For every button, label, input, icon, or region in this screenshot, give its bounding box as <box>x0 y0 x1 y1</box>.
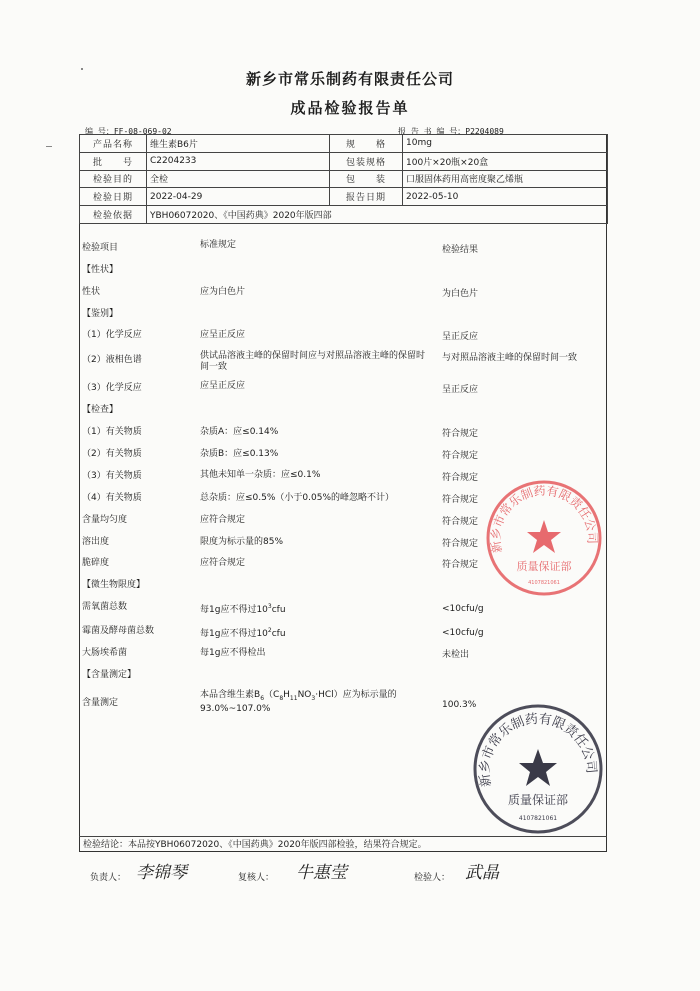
test-result: 为白色片 <box>442 289 479 299</box>
table-row <box>80 188 608 206</box>
responsible-signature: 李锦琴 <box>136 863 187 883</box>
report-number-value: P2204089 <box>465 127 504 136</box>
test-item: （2）液相色谱 <box>82 355 142 365</box>
responsible-label: 负责人： <box>90 873 127 883</box>
company-seal-dark <box>471 702 605 836</box>
test-standard: 应呈正反应 <box>200 330 246 340</box>
test-item: 霉菌及酵母菌总数 <box>82 626 155 636</box>
test-standard: 总杂质：应≤0.5%（小于0.05%的峰忽略不计） <box>200 493 394 503</box>
document-code-label: 编 号： <box>85 127 114 136</box>
seal-code-text: 4107821061 <box>528 580 560 586</box>
test-item: （3）化学反应 <box>82 383 142 393</box>
company-name: 新乡市常乐制药有限责任公司 <box>245 70 454 88</box>
document-code-value: FF-08-069-02 <box>113 127 172 136</box>
seal-dept-text: 质量保证部 <box>516 560 572 573</box>
spec-value: 10mg <box>403 135 608 153</box>
test-item: （4）有关物质 <box>82 493 142 503</box>
standard-text: 每1g应不得过10 <box>200 605 268 615</box>
product-info-table <box>79 134 608 224</box>
test-result: 符合规定 <box>442 539 479 549</box>
test-result: 符合规定 <box>442 517 479 527</box>
test-standard: 应呈正反应 <box>200 381 246 391</box>
test-item: 脆碎度 <box>82 558 110 568</box>
test-item: 含量均匀度 <box>82 515 128 525</box>
section-identification: 【鉴别】 <box>82 309 119 319</box>
section-check: 【检查】 <box>82 405 119 415</box>
test-item: （1）有关物质 <box>82 427 142 437</box>
table-row <box>80 206 608 224</box>
standard-text: 每1g应不得过10 <box>200 629 268 639</box>
test-item: （1）化学反应 <box>82 330 142 340</box>
report-date-label: 报告日期 <box>330 188 403 206</box>
basis-value: YBH06072020、《中国药典》2020年版四部 <box>147 206 608 224</box>
test-result: 呈正反应 <box>442 385 479 395</box>
test-standard: 限度为标示量的85% <box>200 537 284 547</box>
test-item: 性状 <box>82 287 101 297</box>
document-title: 成品检验报告单 <box>290 99 410 117</box>
exponent: 3 <box>267 603 272 610</box>
star-icon <box>527 520 561 553</box>
section-microbial-limit: 【微生物限度】 <box>82 580 146 590</box>
table-row <box>80 135 608 153</box>
formula-part: ·HCl）应为标示量的 <box>315 690 397 700</box>
product-name: 维生素B6片 <box>147 135 330 153</box>
report-number-label: 报 告 书 编 号： <box>398 127 466 136</box>
seal-code-text: 4107821061 <box>518 815 558 822</box>
test-result: 符合规定 <box>442 495 479 505</box>
pack-spec-label: 包装规格 <box>330 152 403 170</box>
standard-unit: cfu <box>271 605 286 615</box>
test-item: （2）有关物质 <box>82 449 142 459</box>
standard-unit: cfu <box>271 629 286 639</box>
formula-part: （C <box>264 690 280 700</box>
pack-spec-value: 100片×20瓶×20盒 <box>403 152 608 170</box>
star-icon <box>519 749 557 786</box>
test-result: 与对照品溶液主峰的保留时间一致 <box>442 353 578 363</box>
test-standard <box>200 601 432 616</box>
test-standard: 供试品溶液主峰的保留时间应与对照品溶液主峰的保留时间一致 <box>200 351 426 372</box>
test-result: <10cfu/g <box>442 628 484 638</box>
subscript: 8 <box>279 694 284 702</box>
test-standard: 应符合规定 <box>200 515 246 525</box>
section-assay: 【含量测定】 <box>82 670 137 680</box>
test-item: 大肠埃希菌 <box>82 648 128 658</box>
section-traits: 【性状】 <box>82 265 119 275</box>
report-date-value: 2022-05-10 <box>403 188 608 206</box>
test-result: 符合规定 <box>442 560 479 570</box>
subscript: 3 <box>311 694 316 702</box>
subscript: 6 <box>260 694 265 702</box>
product-name-label: 产品名称 <box>80 135 147 153</box>
column-header-result: 检验结果 <box>442 245 479 255</box>
test-standard <box>200 690 440 715</box>
test-standard: 应为白色片 <box>200 287 246 297</box>
test-item: 溶出度 <box>82 537 110 547</box>
company-seal-red <box>484 478 604 598</box>
test-standard: 每1g应不得检出 <box>200 648 266 658</box>
test-result: <10cfu/g <box>442 604 484 614</box>
basis-label: 检验依据 <box>80 206 147 224</box>
scan-mark <box>46 146 52 147</box>
standard-text: 本品含维生素B <box>200 690 261 700</box>
formula-part: NO <box>297 690 312 700</box>
purpose-label: 检验目的 <box>80 170 147 188</box>
test-standard <box>200 625 432 640</box>
table-row <box>80 152 608 170</box>
package-label: 包 装 <box>330 170 403 188</box>
formula-part: H <box>283 690 290 700</box>
package-value: 口服固体药用高密度聚乙烯瓶 <box>403 170 608 188</box>
test-standard: 其他未知单一杂质：应≤0.1% <box>200 470 321 480</box>
inspector-label: 检验人： <box>414 873 451 883</box>
test-standard: 杂质B：应≤0.13% <box>200 449 279 459</box>
reviewer-label: 复核人： <box>238 873 275 883</box>
scan-mark <box>81 68 83 70</box>
table-row <box>80 170 608 188</box>
test-result: 符合规定 <box>442 429 479 439</box>
test-item: 含量测定 <box>82 698 119 708</box>
conclusion: 检验结论：本品按YBH06072020、《中国药典》2020年版四部检验，结果符合规定。 <box>79 836 607 852</box>
test-result: 100.3% <box>442 700 477 710</box>
purpose-value: 全检 <box>147 170 330 188</box>
test-standard: 应符合规定 <box>200 558 246 568</box>
test-result: 未检出 <box>442 650 470 660</box>
test-result: 符合规定 <box>442 473 479 483</box>
inspector-signature: 武晶 <box>465 863 499 883</box>
test-result: 呈正反应 <box>442 332 479 342</box>
batch-value: C2204233 <box>147 152 330 170</box>
test-result: 符合规定 <box>442 451 479 461</box>
seal-dept-text: 质量保证部 <box>507 793 569 807</box>
test-date-value: 2022-04-29 <box>147 188 330 206</box>
column-header-standard: 标准规定 <box>200 240 237 250</box>
reviewer-signature: 牛惠莹 <box>296 863 347 883</box>
test-date-label: 检验日期 <box>80 188 147 206</box>
test-standard: 杂质A：应≤0.14% <box>200 427 279 437</box>
standard-range: 93.0%~107.0% <box>200 703 271 714</box>
subscript: 11 <box>289 694 298 702</box>
test-item: 需氧菌总数 <box>82 602 128 612</box>
column-header-item: 检验项目 <box>82 243 119 253</box>
batch-label: 批 号 <box>80 152 147 170</box>
seal-company-text: 新乡市常乐制药有限责任公司 <box>477 711 599 788</box>
seal-company-text: 新乡市常乐制药有限责任公司 <box>488 483 600 555</box>
exponent: 2 <box>267 627 272 634</box>
test-item: （3）有关物质 <box>82 471 142 481</box>
spec-label: 规 格 <box>330 135 403 153</box>
